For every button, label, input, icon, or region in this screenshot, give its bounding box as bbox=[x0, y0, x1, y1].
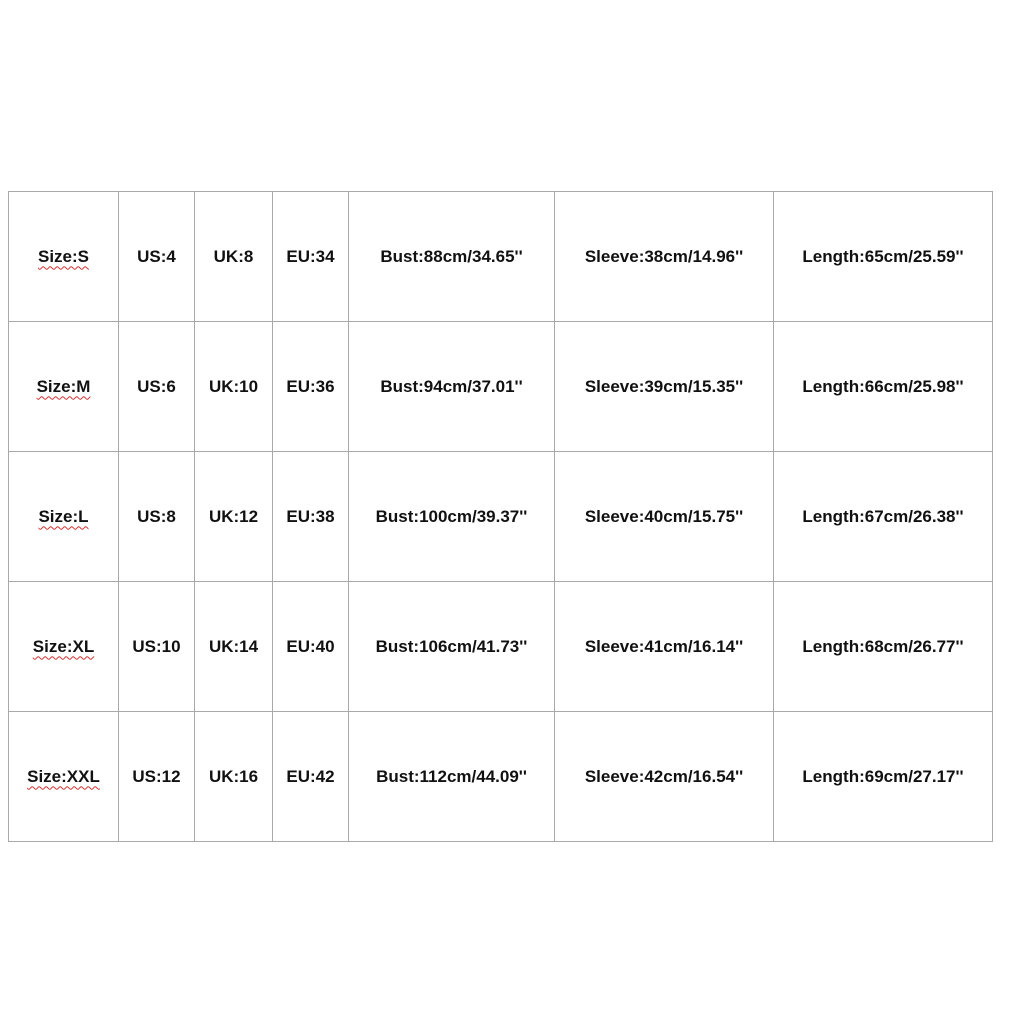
length-cell: Length:65cm/25.59'' bbox=[774, 192, 993, 322]
size-cell bbox=[9, 452, 119, 582]
us-size-cell: US:10 bbox=[119, 582, 195, 712]
bust-cell: Bust:94cm/37.01'' bbox=[349, 322, 555, 452]
bust-cell: Bust:88cm/34.65'' bbox=[349, 192, 555, 322]
bust-cell: Bust:106cm/41.73'' bbox=[349, 582, 555, 712]
size-label: Size:M bbox=[36, 376, 91, 396]
size-chart-table bbox=[8, 191, 993, 842]
uk-size-cell: UK:16 bbox=[195, 712, 273, 842]
table-row bbox=[9, 322, 993, 452]
eu-size-cell: EU:42 bbox=[273, 712, 349, 842]
table-row bbox=[9, 582, 993, 712]
us-size-cell: US:8 bbox=[119, 452, 195, 582]
sleeve-cell: Sleeve:42cm/16.54'' bbox=[555, 712, 774, 842]
eu-size-cell: EU:40 bbox=[273, 582, 349, 712]
size-label: Size:S bbox=[37, 246, 90, 266]
eu-size-cell: EU:38 bbox=[273, 452, 349, 582]
us-size-cell: US:6 bbox=[119, 322, 195, 452]
uk-size-cell: UK:10 bbox=[195, 322, 273, 452]
size-label: Size:XL bbox=[32, 636, 95, 656]
sleeve-cell: Sleeve:40cm/15.75'' bbox=[555, 452, 774, 582]
length-cell: Length:66cm/25.98'' bbox=[774, 322, 993, 452]
table-row bbox=[9, 712, 993, 842]
size-label: Size:XXL bbox=[27, 766, 100, 786]
length-cell: Length:67cm/26.38'' bbox=[774, 452, 993, 582]
bust-cell: Bust:100cm/39.37'' bbox=[349, 452, 555, 582]
table-row bbox=[9, 452, 993, 582]
bust-cell: Bust:112cm/44.09'' bbox=[349, 712, 555, 842]
length-cell: Length:68cm/26.77'' bbox=[774, 582, 993, 712]
size-cell bbox=[9, 582, 119, 712]
uk-size-cell: UK:8 bbox=[195, 192, 273, 322]
eu-size-cell: EU:36 bbox=[273, 322, 349, 452]
us-size-cell: US:4 bbox=[119, 192, 195, 322]
sleeve-cell: Sleeve:39cm/15.35'' bbox=[555, 322, 774, 452]
size-cell bbox=[9, 192, 119, 322]
size-cell bbox=[9, 712, 119, 842]
size-label: Size:L bbox=[38, 506, 89, 526]
uk-size-cell: UK:12 bbox=[195, 452, 273, 582]
eu-size-cell: EU:34 bbox=[273, 192, 349, 322]
table-row bbox=[9, 192, 993, 322]
size-cell bbox=[9, 322, 119, 452]
uk-size-cell: UK:14 bbox=[195, 582, 273, 712]
us-size-cell: US:12 bbox=[119, 712, 195, 842]
sleeve-cell: Sleeve:41cm/16.14'' bbox=[555, 582, 774, 712]
length-cell: Length:69cm/27.17'' bbox=[774, 712, 993, 842]
sleeve-cell: Sleeve:38cm/14.96'' bbox=[555, 192, 774, 322]
